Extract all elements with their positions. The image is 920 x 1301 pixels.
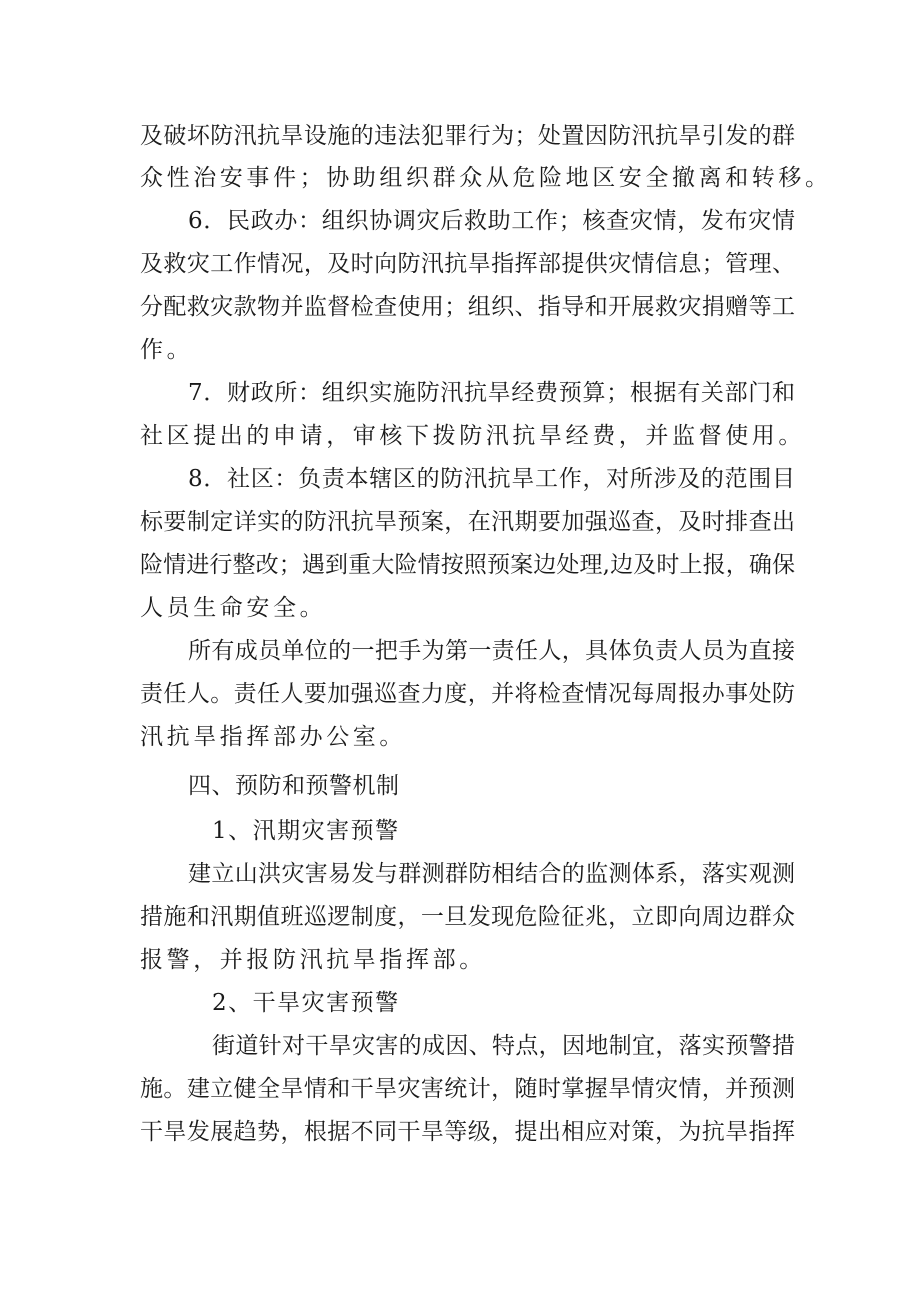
paragraph-line: 作。 [140, 337, 194, 363]
subsection-heading: 2、干旱灾害预警 [212, 990, 400, 1016]
paragraph-line: 社区提出的申请，审核下拨防汛抗旱经费，并监督使用。 [140, 423, 805, 449]
paragraph-line: 人员生命安全。 [140, 595, 327, 621]
paragraph-line: 街道针对干旱灾害的成因、特点，因地制宜，落实预警措 [212, 1033, 795, 1059]
paragraph-line: 所有成员单位的一把手为第一责任人，具体负责人员为直接 [188, 638, 795, 664]
paragraph-line: 建立山洪灾害易发与群测群防相结合的监测体系，落实观测 [188, 861, 795, 887]
paragraph-line: 施。建立健全旱情和干旱灾害统计，随时掌握旱情灾情，并预测 [140, 1076, 795, 1102]
paragraph-line: 标要制定详实的防汛抗旱预案，在汛期要加强巡查，及时排查出 [140, 509, 795, 535]
paragraph-line: 措施和汛期值班巡逻制度，一旦发现危险征兆，立即向周边群众 [140, 904, 795, 930]
paragraph-line: 干旱发展趋势，根据不同干旱等级，提出相应对策，为抗旱指挥 [140, 1119, 795, 1145]
paragraph-line: 6．民政办：组织协调灾后救助工作；核查灾情，发布灾情 [188, 208, 795, 234]
paragraph-line: 及破坏防汛抗旱设施的违法犯罪行为；处置因防汛抗旱引发的群 [140, 123, 795, 149]
paragraph-line: 汛抗旱指挥部办公室。 [140, 724, 406, 750]
paragraph-line: 7．财政所：组织实施防汛抗旱经费预算；根据有关部门和 [188, 380, 795, 406]
paragraph-line: 险情进行整改；遇到重大险情按照预案边处理,边及时上报，确保 [140, 552, 795, 578]
subsection-heading: 1、汛期灾害预警 [212, 818, 400, 844]
paragraph-line: 8．社区：负责本辖区的防汛抗旱工作，对所涉及的范围目 [188, 466, 795, 492]
paragraph-line: 分配救灾款物并监督检查使用；组织、指导和开展救灾捐赠等工 [140, 294, 795, 320]
paragraph-line: 众性治安事件；协助组织群众从危险地区安全撤离和转移。 [140, 165, 832, 191]
paragraph-line: 责任人。责任人要加强巡查力度，并将检查情况每周报办事处防 [140, 681, 795, 707]
section-heading: 四、预防和预警机制 [188, 773, 400, 799]
paragraph-line: 及救灾工作情况，及时向防汛抗旱指挥部提供灾情信息；管理、 [140, 251, 795, 277]
paragraph-line: 报警，并报防汛抗旱指挥部。 [140, 947, 486, 973]
